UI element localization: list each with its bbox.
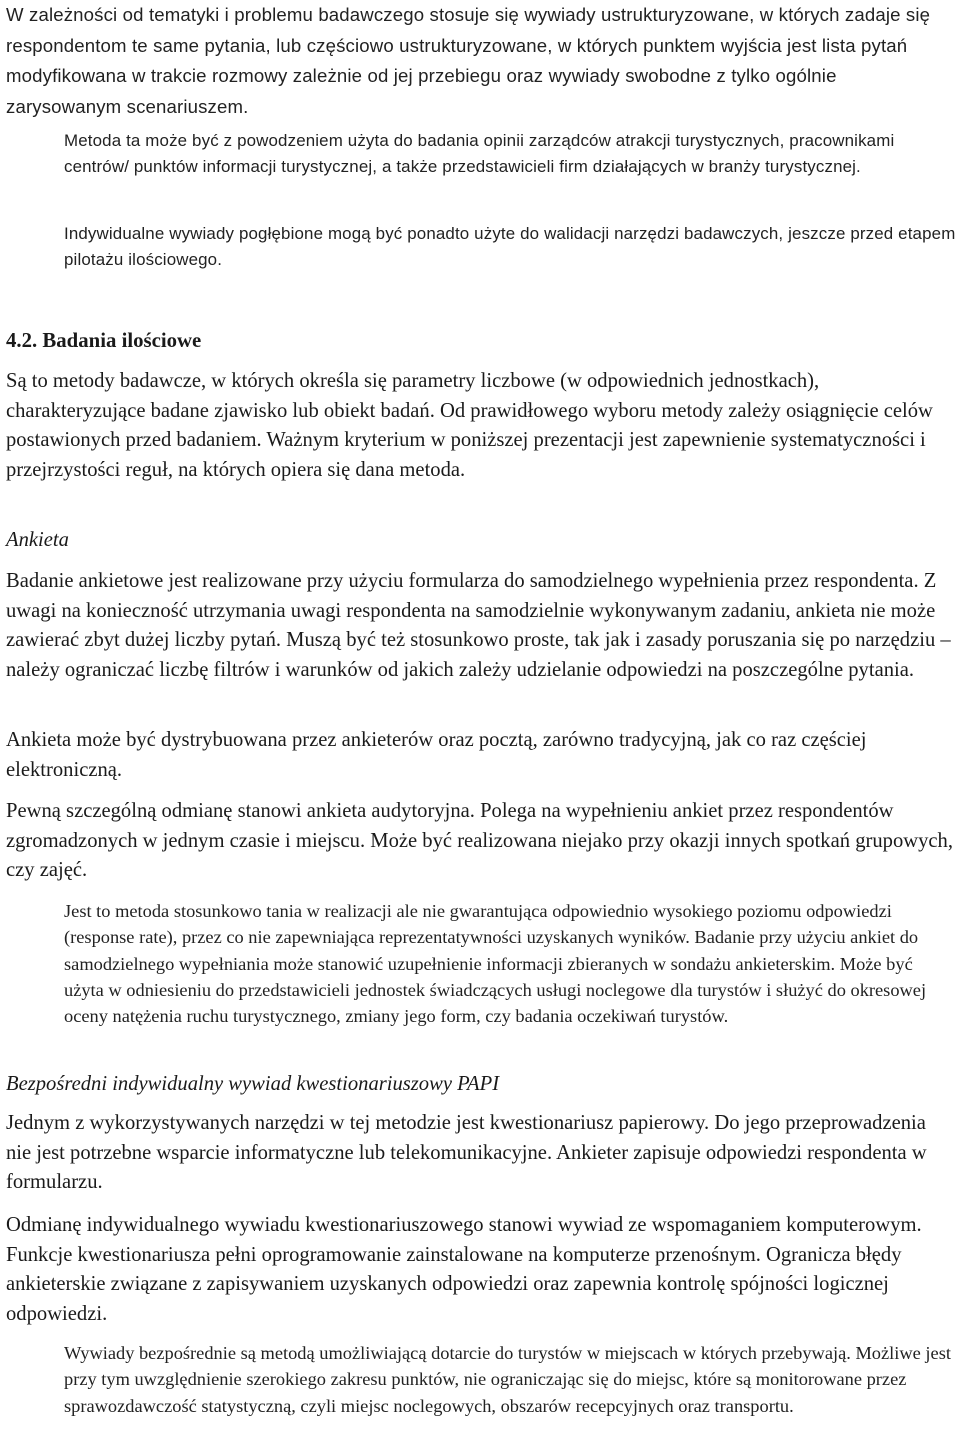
ankieta-note: Jest to metoda stosunkowo tania w realizacji ale nie gwarantująca odpowiednio wysokiego poziomu odpowiedzi (response rate), przez co nie zapewniająca reprezentatywności uzyskanych wyników. Badanie przy użyciu ankiet do samodzielnego wypełniania może stanowić uzupełnienie informacji zbieranych w sondażu ankieterskim. Może być użyta w odniesieniu do przedstawicieli jednostek świadczących usługi noclegowe dla turystów i służyć do okresowej oceny natężenia ruchu turystycznego, zmiany jego form, czy badania oczekiwań turystów. (64, 901, 927, 1027)
papi-note: Wywiady bezpośrednie są metodą umożliwiającą dotarcie do turystów w miejscach w których przebywają. Możliwe jest przy tym uwzględnienie szerokiego zakresu punktów, nie ograniczając się do miejsc, które są monitorowane przez sprawozdawczość statystyczną, czyli miejsc noclegowych, obszarów recepcyjnych oraz transportu. (64, 1343, 951, 1416)
ankieta-paragraph: Pewną szczególną odmianę stanowi ankieta audytoryjna. Polega na wypełnieniu ankiet przez respondentów zgromadzonych w jednym czasie i miejscu. Może być realizowana niejako przy okazji innych spotkań grupowych, czy zajęć. (6, 800, 953, 882)
intro-paragraph: W zależności od tematyki i problemu badawczego stosuje się wywiady ustrukturyzowane, w których zadaje się respondentom te same pytania, lub częściowo ustrukturyzowane, w których punktem wyjścia jest lista pytań modyfikowana w trakcie rozmowy zależnie od jej przebiegu oraz wywiady swobodne z tylko ogólnie zarysowanym scenariuszem. (6, 4, 931, 117)
section-intro-paragraph: Są to metody badawcze, w których określa się parametry liczbowe (w odpowiednich jednostkach), charakteryzujące badane zjawisko lub obiekt badań. Od prawidłowego wyboru metody zależy osiągnięcie celów postawionych przed badaniem. Ważnym kryterium w poniższej prezentacji jest zapewnienie systematyczności i przejrzystości reguł, na których opiera się dana metoda. (6, 370, 933, 481)
ankieta-heading: Ankieta (6, 529, 69, 551)
section-heading: 4.2. Badania ilościowe (6, 329, 202, 352)
ankieta-paragraph: Badanie ankietowe jest realizowane przy użyciu formularza do samodzielnego wypełnienia przez respondenta. Z uwagi na konieczność utrzymania uwagi respondenta na samodzielnie wykonywanym zadaniu, ankieta nie może zawierać zbyt dużej liczby pytań. Muszą być też stosunkowo proste, tak jak i zasady poruszania się po narzędziu – należy ograniczać liczbę filtrów i warunków od jakich zależy udzielanie odpowiedzi na poszczególne pytania. (6, 570, 951, 681)
papi-paragraph: Jednym z wykorzystywanych narzędzi w tej metodzie jest kwestionariusz papierowy. Do jego przeprowadzenia nie jest potrzebne wsparcie informatyczne lub telekomunikacyjne. Ankieter zapisuje odpowiedzi respondenta w formularzu. (6, 1112, 927, 1193)
note-validation: Indywidualne wywiady pogłębione mogą być ponadto użyte do walidacji narzędzi badawczych, jeszcze przed etapem pilotażu ilościowego. (64, 224, 956, 269)
papi-heading: Bezpośredni indywidualny wywiad kwestionariuszowy PAPI (6, 1073, 500, 1095)
papi-paragraph: Odmianę indywidualnego wywiadu kwestionariuszowego stanowi wywiad ze wspomaganiem komputerowym. Funkcje kwestionariusza pełni oprogramowanie zainstalowane na komputerze przenośnym. Ogranicza błędy ankieterskie związane z zapisywaniem uzyskanych odpowiedzi oraz zapewnia kontrolę spójności logicznej odpowiedzi. (6, 1214, 922, 1325)
ankieta-paragraph: Ankieta może być dystrybuowana przez ankieterów oraz pocztą, zarówno tradycyjną, jak co raz częściej elektroniczną. (6, 729, 867, 781)
note-opinion-research: Metoda ta może być z powodzeniem użyta do badania opinii zarządców atrakcji turystycznych, pracownikami centrów/ punktów informacji turystycznej, a także przedstawicieli firm działających w branży turystycznej. (64, 131, 895, 176)
